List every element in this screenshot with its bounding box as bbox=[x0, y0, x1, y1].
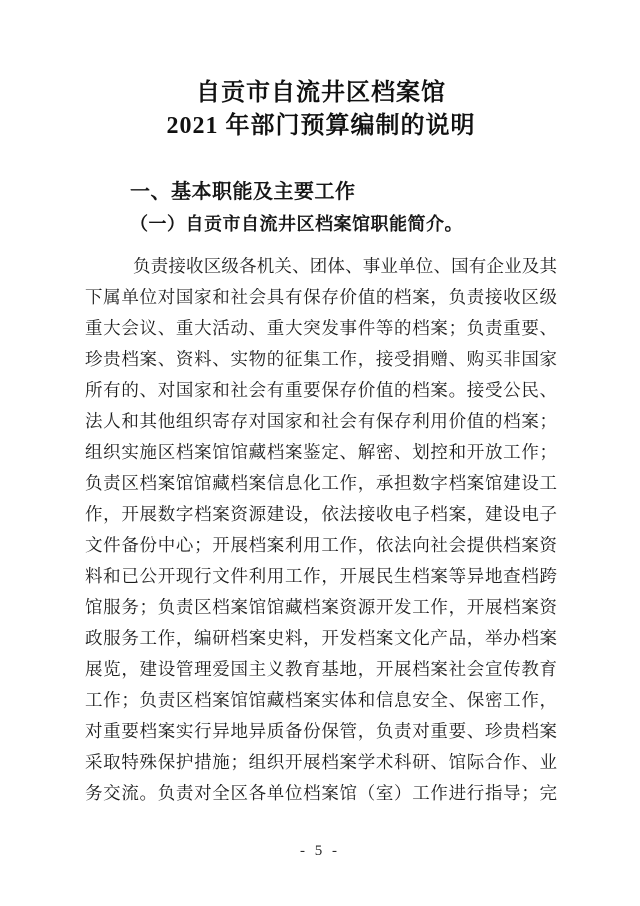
body-line: 料和已公开现行文件利用工作，开展民生档案等异地查档跨 bbox=[85, 566, 557, 586]
body-paragraph bbox=[85, 251, 557, 809]
body-line: 文件备份中心；开展档案利用工作，依法向社会提供档案资 bbox=[85, 535, 557, 555]
body-line: 重大会议、重大活动、重大突发事件等的档案；负责重要、 bbox=[85, 318, 557, 338]
body-line: 政服务工作，编研档案史料，开发档案文化产品，举办档案 bbox=[85, 628, 557, 648]
body-line: 法人和其他组织寄存对国家和社会有保存利用价值的档案； bbox=[85, 411, 557, 431]
section-heading: 一、基本职能及主要工作 bbox=[130, 181, 356, 203]
body-line: 工作；负责区档案馆馆藏档案实体和信息安全、保密工作， bbox=[85, 690, 557, 710]
body-line: 馆服务；负责区档案馆馆藏档案资源开发工作，开展档案资 bbox=[85, 597, 557, 617]
body-line: 务交流。负责对全区各单位档案馆（室）工作进行指导；完 bbox=[85, 783, 557, 803]
body-line: 珍贵档案、资料、实物的征集工作，接受捐赠、购买非国家 bbox=[85, 349, 557, 369]
body-line: 所有的、对国家和社会有重要保存价值的档案。接受公民、 bbox=[85, 380, 557, 400]
body-line: 组织实施区档案馆馆藏档案鉴定、解密、划控和开放工作； bbox=[85, 442, 557, 462]
body-line: 采取特殊保护措施；组织开展档案学术科研、馆际合作、业 bbox=[85, 752, 557, 772]
document-title-line2: 2021 年部门预算编制的说明 bbox=[166, 113, 476, 139]
body-line: 对重要档案实行异地异质备份保管，负责对重要、珍贵档案 bbox=[85, 721, 557, 741]
document-title bbox=[85, 77, 557, 143]
page-number: - 5 - bbox=[300, 843, 340, 859]
body-line: 展览，建设管理爱国主义教育基地，开展档案社会宣传教育 bbox=[85, 659, 557, 679]
body-line: 负责接收区级各机关、团体、事业单位、国有企业及其 bbox=[133, 256, 557, 276]
body-line: 下属单位对国家和社会具有保存价值的档案，负责接收区级 bbox=[85, 287, 557, 307]
body-line: 作，开展数字档案资源建设，依法接收电子档案，建设电子 bbox=[85, 504, 557, 524]
document-title-line1: 自贡市自流井区档案馆 bbox=[196, 80, 446, 106]
subsection-heading: （一）自贡市自流井区档案馆职能简介。 bbox=[130, 214, 463, 234]
body-line: 负责区档案馆馆藏档案信息化工作，承担数字档案馆建设工 bbox=[85, 473, 557, 493]
